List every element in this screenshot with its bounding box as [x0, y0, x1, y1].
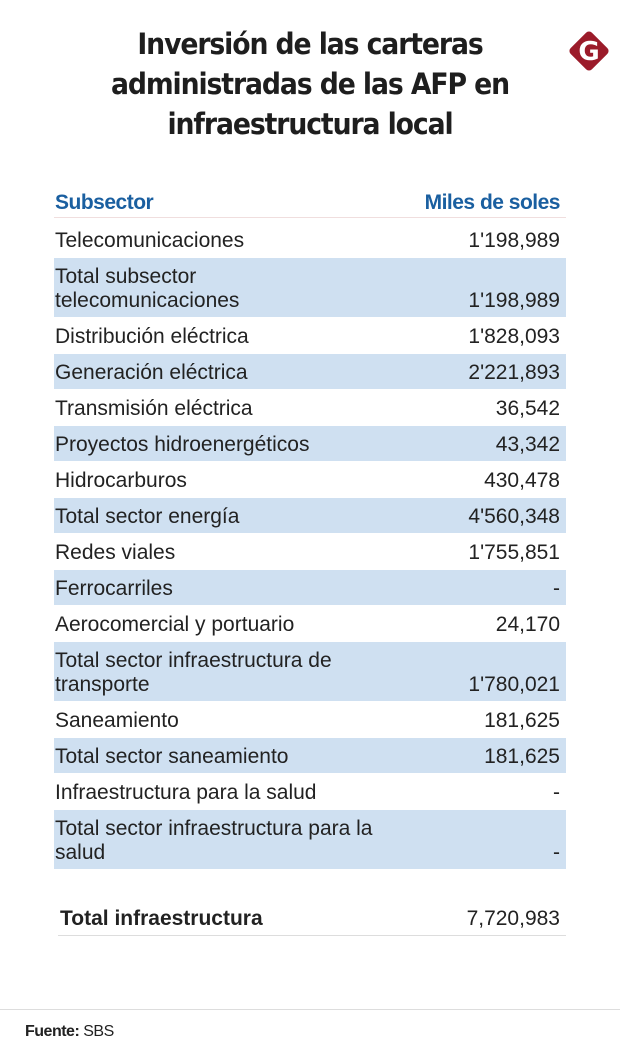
- row-label: Transmisión eléctrica: [55, 397, 253, 420]
- table-row: [54, 642, 566, 702]
- table-row: [54, 498, 566, 534]
- svg-text:G: G: [578, 37, 600, 67]
- row-label: Total subsector telecomunicaciones: [55, 265, 240, 312]
- source-label: Fuente:: [25, 1023, 80, 1040]
- row-value: 181,625: [484, 709, 560, 732]
- table-row: [54, 462, 566, 498]
- row-value: -: [553, 577, 560, 600]
- row-value: 4'560,348: [468, 505, 560, 528]
- row-value: 24,170: [495, 613, 560, 636]
- row-label: Telecomunicaciones: [55, 229, 245, 252]
- table-row: [54, 810, 566, 870]
- footer-divider: [0, 1009, 620, 1010]
- row-label: Aerocomercial y portuario: [55, 613, 295, 636]
- table-row: [54, 570, 566, 606]
- table-body: [54, 222, 566, 870]
- row-label: Total sector infraestructura de transporte: [55, 649, 332, 696]
- table-row: [54, 318, 566, 354]
- row-value: 1'198,989: [468, 229, 560, 252]
- row-label: Total sector energía: [55, 505, 240, 528]
- column-header-value: Miles de soles: [424, 191, 560, 214]
- row-label: Distribución eléctrica: [55, 325, 249, 348]
- row-value: 430,478: [484, 469, 560, 492]
- chart-title: Inversión de las carteras administradas de las AFP en infraestructura local: [110, 27, 510, 141]
- row-value: 181,625: [484, 745, 560, 768]
- row-value: 1'780,021: [468, 673, 560, 696]
- row-label: Total sector saneamiento: [55, 745, 289, 768]
- row-label: Proyectos hidroenergéticos: [55, 433, 310, 456]
- row-label: Redes viales: [55, 541, 176, 564]
- gestion-logo-icon: [566, 28, 612, 74]
- row-value: 36,542: [495, 397, 560, 420]
- row-value: 1'755,851: [468, 541, 560, 564]
- table-row: [54, 426, 566, 462]
- row-label: Infraestructura para la salud: [55, 781, 317, 804]
- table-row: [54, 606, 566, 642]
- row-value: 43,342: [495, 433, 560, 456]
- table-row: [54, 390, 566, 426]
- row-value: 1'828,093: [468, 325, 560, 348]
- table-row: [54, 738, 566, 774]
- table-row: [54, 354, 566, 390]
- table-row: [54, 774, 566, 810]
- total-row: [58, 906, 566, 936]
- table-row: [54, 258, 566, 318]
- column-header-subsector: Subsector: [55, 191, 154, 214]
- table-header: [54, 190, 566, 218]
- row-label: Saneamiento: [55, 709, 179, 732]
- table-row: [54, 534, 566, 570]
- row-value: 2'221,893: [468, 361, 560, 384]
- row-value: -: [553, 781, 560, 804]
- row-label: Generación eléctrica: [55, 361, 248, 384]
- row-value: 1'198,989: [468, 289, 560, 312]
- source-note: [25, 1023, 114, 1041]
- total-value: 7,720,983: [466, 907, 560, 930]
- row-label: Total sector infraestructura para la salud: [55, 817, 373, 864]
- table-row: [54, 702, 566, 738]
- row-label: Ferrocarriles: [55, 577, 173, 600]
- total-label: Total infraestructura: [60, 907, 263, 930]
- table-row: [54, 222, 566, 258]
- row-value: -: [553, 841, 560, 864]
- row-label: Hidrocarburos: [55, 469, 187, 492]
- source-value: SBS: [83, 1023, 114, 1040]
